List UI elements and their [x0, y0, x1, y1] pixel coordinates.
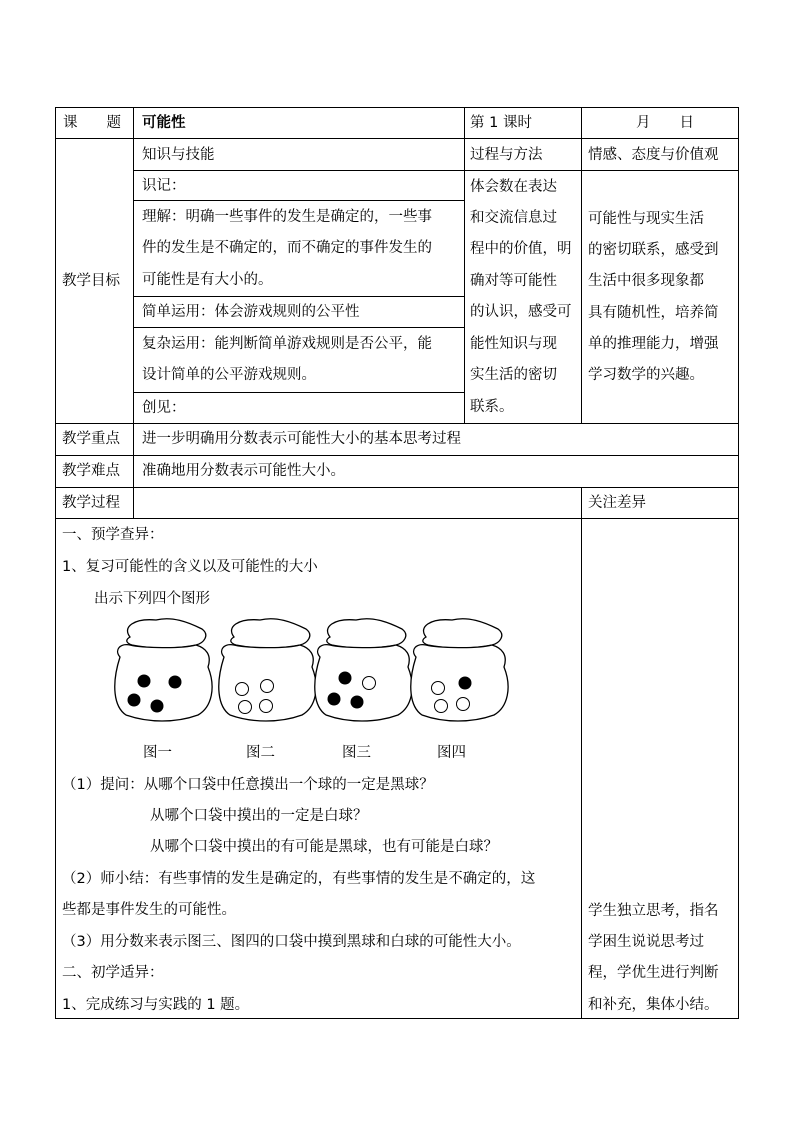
black-ball [351, 696, 364, 709]
process-line: 的认识，感受可 [470, 304, 572, 320]
col-line [464, 107, 465, 423]
understand-line: 可能性是有大小的。 [142, 272, 273, 288]
col-line [581, 487, 582, 1019]
process-line: 实生活的密切 [470, 367, 557, 383]
period-label: 第 1 课时 [470, 115, 532, 131]
white-ball [236, 683, 249, 696]
white-ball [260, 700, 273, 713]
emotion-line: 具有随机性，培养简 [588, 305, 719, 321]
complex-use-line: 复杂运用：能判断简单游戏规则是否公平，能 [142, 336, 432, 352]
process-section-heading: 教学过程 [62, 495, 120, 511]
process-item: 1、复习可能性的含义以及可能性的大小 [62, 559, 318, 575]
row-line [134, 392, 464, 393]
difference-line: 和补充，集体小结。 [588, 997, 719, 1013]
row-line [55, 138, 739, 139]
process-heading: 过程与方法 [470, 147, 543, 163]
black-ball [459, 677, 472, 690]
row-line [55, 455, 739, 456]
question-line: （1）提问：从哪个口袋中任意摸出一个球的一定是黑球？ [62, 777, 434, 793]
bag-label: 图三 [342, 745, 371, 761]
white-ball [435, 700, 448, 713]
black-ball [128, 694, 141, 707]
difference-line: 学生独立思考，指名 [588, 903, 719, 919]
table-border-left [55, 107, 56, 1019]
bag-label: 图一 [143, 745, 172, 761]
black-ball [169, 676, 182, 689]
understand-line: 理解：明确一些事件的发生是确定的，一些事 [142, 209, 432, 225]
question-line: 从哪个口袋中摸出的有可能是黑球，也有可能是白球？ [150, 839, 498, 855]
key-point-label: 教学重点 [62, 431, 120, 447]
emotion-line: 可能性与现实生活 [588, 211, 704, 227]
difficulty-text: 准确地用分数表示可能性大小。 [142, 463, 345, 479]
process-item: 1、完成练习与实践的 1 题。 [62, 997, 250, 1013]
black-ball [138, 675, 151, 688]
summary-line: 些都是事件发生的可能性。 [62, 902, 236, 918]
difference-line: 学困生说说思考过 [588, 934, 704, 950]
table-border-bottom [55, 1018, 739, 1019]
white-ball [239, 701, 252, 714]
section-title: 二、初学适异： [62, 965, 164, 981]
process-line: 确对等可能性 [470, 273, 557, 289]
bags-figure [100, 615, 520, 727]
difficulty-label: 教学难点 [62, 463, 120, 479]
table-border-top [55, 107, 739, 108]
white-ball [261, 680, 274, 693]
process-line: 和交流信息过 [470, 210, 557, 226]
emotion-line: 的密切联系，感受到 [588, 242, 719, 258]
white-ball [432, 682, 445, 695]
understand-line: 件的发生是不确定的，而不确定的事件发生的 [142, 240, 432, 256]
objectives-label: 教学目标 [62, 273, 120, 289]
emotion-heading: 情感、态度与价值观 [588, 147, 719, 163]
process-line: 联系。 [470, 399, 514, 415]
bag-label: 图二 [246, 745, 275, 761]
row-line [55, 518, 739, 519]
process-item: 出示下列四个图形 [94, 591, 210, 607]
black-ball [328, 693, 341, 706]
key-point-text: 进一步明确用分数表示可能性大小的基本思考过程 [142, 431, 461, 447]
emotion-line: 学习数学的兴趣。 [588, 367, 704, 383]
topic-label: 课 题 [63, 115, 121, 131]
row-line [134, 170, 739, 171]
row-line [134, 200, 464, 201]
difference-line: 程，学优生进行判断 [588, 965, 719, 981]
question-line: 从哪个口袋中摸出的一定是白球？ [150, 808, 368, 824]
bag-illustration [219, 619, 316, 721]
knowledge-heading: 知识与技能 [142, 147, 215, 163]
topic-value: 可能性 [142, 115, 186, 131]
creative-text: 创见： [142, 400, 186, 416]
col-line [133, 107, 134, 518]
white-ball [457, 698, 470, 711]
table-border-right [738, 107, 739, 1019]
row-line [134, 327, 464, 328]
emotion-line: 单的推理能力，增强 [588, 336, 719, 352]
emotion-line: 生活中很多现象都 [588, 273, 704, 289]
bag-illustration [411, 619, 508, 721]
process-line: 体会数在表达 [470, 179, 557, 195]
bag-label: 图四 [437, 745, 466, 761]
white-ball [363, 677, 376, 690]
date-label: 月 日 [636, 115, 694, 131]
bag-illustration [115, 619, 212, 721]
bag-illustration [315, 619, 412, 721]
summary-line: （2）师小结：有些事情的发生是确定的，有些事情的发生是不确定的，这 [62, 871, 536, 887]
col-line [581, 107, 582, 423]
black-ball [339, 672, 352, 685]
simple-use-text: 简单运用：体会游戏规则的公平性 [142, 304, 360, 320]
remember-text: 识记： [142, 178, 186, 194]
row-line [55, 487, 739, 488]
process-line: 能性知识与现 [470, 336, 557, 352]
differences-heading: 关注差异 [588, 495, 646, 511]
question-line: （3）用分数来表示图三、图四的口袋中摸到黑球和白球的可能性大小。 [62, 934, 521, 950]
section-title: 一、预学查异： [62, 527, 164, 543]
row-line [55, 423, 739, 424]
process-line: 程中的价值，明 [470, 241, 572, 257]
black-ball [151, 700, 164, 713]
row-line [134, 296, 464, 297]
complex-use-line: 设计简单的公平游戏规则。 [142, 367, 316, 383]
